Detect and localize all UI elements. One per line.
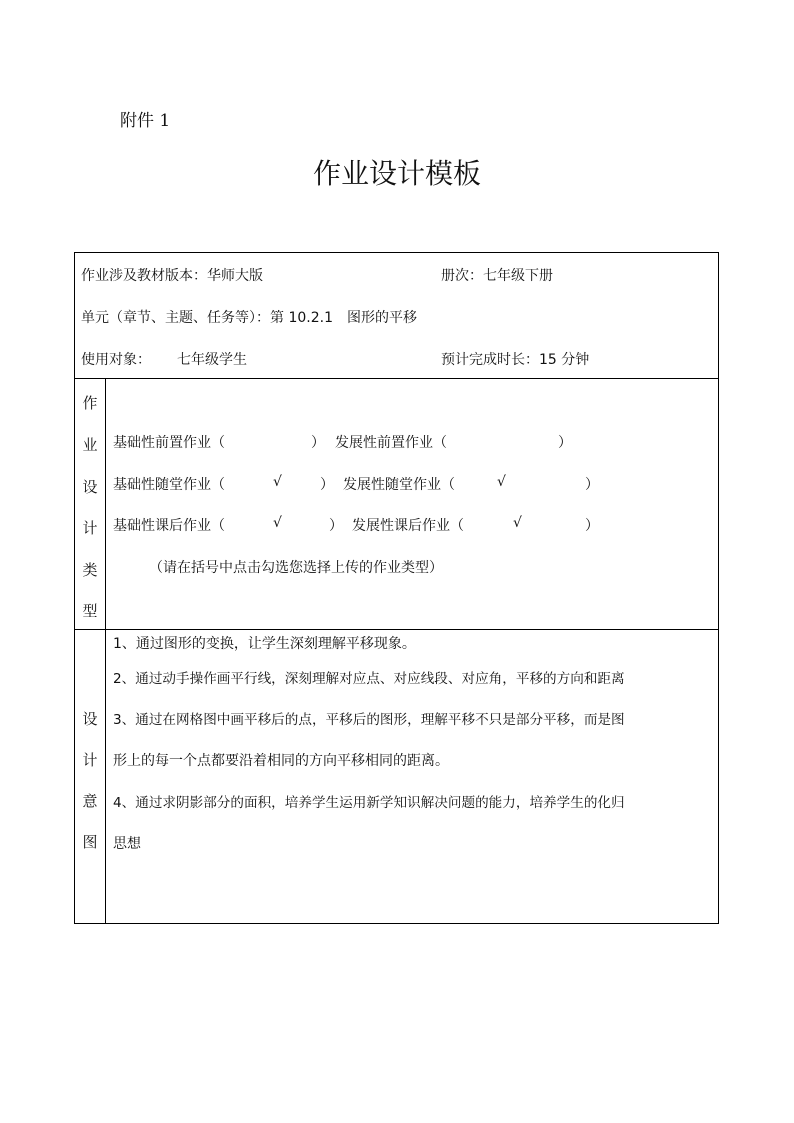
- dev-afterclass-label: 发展性课后作业（: [352, 518, 464, 534]
- intent-side-char: 设: [82, 710, 98, 728]
- basic-inclass-checkbox[interactable]: √: [273, 474, 282, 490]
- dev-afterclass-checkbox[interactable]: √: [513, 515, 522, 531]
- page-title: 作业设计模板: [312, 157, 481, 190]
- intent-line: 1、通过图形的变换，让学生深刻理解平移现象。: [113, 636, 416, 652]
- target-label: 使用对象：: [81, 352, 151, 368]
- textbook-version: 作业涉及教材版本：华师大版: [81, 268, 263, 284]
- unit: 单元（章节、主题、任务等）：第 10.2.1 图形的平移: [81, 310, 417, 326]
- intent-line: 4、通过求阴影部分的面积，培养学生运用新学知识解决问题的能力，培养学生的化归: [113, 795, 625, 811]
- intent-line: 形上的每一个点都要沿着相同的方向平移相同的距离。: [113, 753, 449, 769]
- intent-side-char: 图: [82, 833, 98, 851]
- type-side-char: 作: [82, 394, 98, 412]
- basic-afterclass-label: 基础性课后作业（: [113, 518, 225, 534]
- homework-design-table: [74, 252, 719, 924]
- divider-type: [75, 629, 718, 630]
- intent-side-char: 计: [82, 751, 98, 769]
- selection-note: （请在括号中点击勾选您选择上传的作业类型）: [149, 560, 443, 576]
- target-value: 七年级学生: [177, 352, 247, 368]
- type-side-char: 业: [82, 436, 98, 454]
- dev-preclass-close: ）: [558, 435, 572, 451]
- basic-preclass-close: ）: [311, 435, 325, 451]
- basic-inclass-close: ）: [320, 477, 334, 493]
- duration: 预计完成时长：15 分钟: [441, 352, 590, 368]
- side-label-divider: [105, 378, 106, 923]
- intent-side-char: 意: [82, 792, 98, 810]
- type-side-char: 类: [82, 561, 98, 579]
- basic-afterclass-checkbox[interactable]: √: [273, 515, 282, 531]
- basic-inclass-label: 基础性随堂作业（: [113, 477, 225, 493]
- type-side-char: 计: [82, 519, 98, 537]
- volume: 册次：七年级下册: [441, 268, 553, 284]
- dev-afterclass-close: ）: [585, 518, 599, 534]
- type-side-char: 设: [82, 478, 98, 496]
- dev-preclass-label: 发展性前置作业（: [335, 435, 447, 451]
- type-side-char: 型: [82, 602, 98, 620]
- dev-inclass-close: ）: [585, 477, 599, 493]
- attachment-label: 附件 1: [120, 111, 171, 131]
- intent-line: 思想: [113, 836, 141, 852]
- dev-inclass-label: 发展性随堂作业（: [343, 477, 455, 493]
- divider-info: [75, 378, 718, 379]
- dev-inclass-checkbox[interactable]: √: [497, 474, 506, 490]
- basic-afterclass-close: ）: [329, 518, 343, 534]
- intent-line: 3、通过在网格图中画平移后的点，平移后的图形，理解平移不只是部分平移，而是图: [113, 712, 625, 728]
- basic-preclass-label: 基础性前置作业（: [113, 435, 225, 451]
- intent-line: 2、通过动手操作画平行线，深刻理解对应点、对应线段、对应角，平移的方向和距离: [113, 671, 625, 687]
